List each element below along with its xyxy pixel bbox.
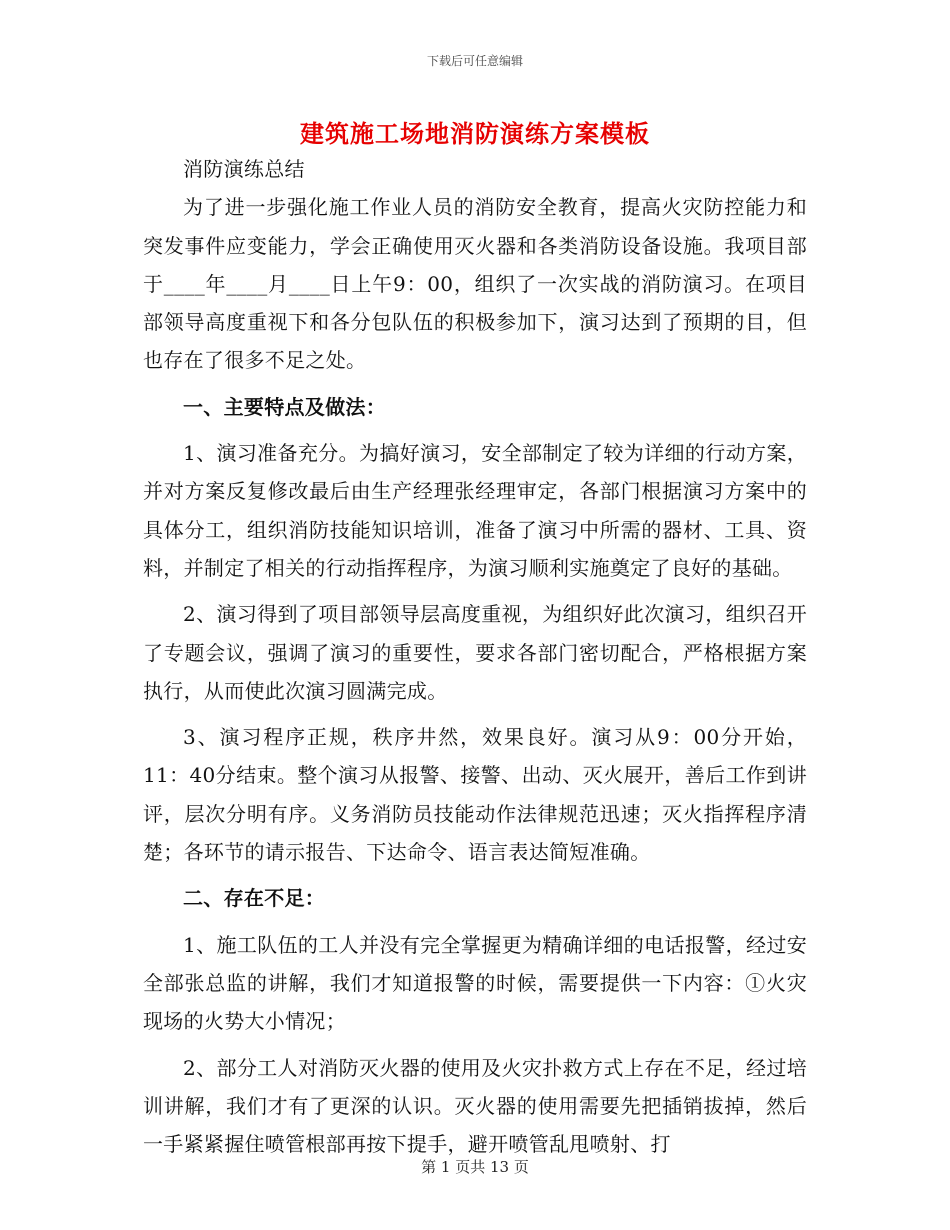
document-title: 建筑施工场地消防演练方案模板: [300, 119, 650, 148]
paragraph-subtitle: 消防演练总结: [183, 157, 305, 181]
section-heading-features: 一、主要特点及做法：: [183, 394, 386, 419]
paragraph-feature-3: 3、演习程序正规，秩序井然，效果良好。演习从9：00分开始，11：40分结束。整个演习从报警、接警、出动、灭火展开，善后工作到讲评，层次分明有序。义务消防员技能动作法律规范迅速；灭火指挥程序清楚；各环节的请示报告、下达命令、语言表达简短准确。: [143, 725, 807, 865]
paragraph-feature-1: 1、演习准备充分。为搞好演习，安全部制定了较为详细的行动方案，并对方案反复修改最后由生产经理张经理审定，各部门根据演习方案中的具体分工，组织消防技能知识培训，准备了演习中所需的器材、工具、资料，并制定了相关的行动指挥程序，为演习顺利实施奠定了良好的基础。: [143, 441, 807, 580]
paragraph-feature-2: 2、演习得到了项目部领导层高度重视，为组织好此次演习，组织召开了专题会议，强调了演习的重要性，要求各部门密切配合，严格根据方案执行，从而使此次演习圆满完成。: [143, 602, 807, 703]
document-body: [143, 150, 807, 1171]
paragraph-shortcoming-1: 1、施工队伍的工人并没有完全掌握更为精确详细的电话报警，经过安全部张总监的讲解，我们才知道报警的时候，需要提供一下内容：①火灾现场的火势大小情况；: [143, 932, 807, 1034]
paragraph-intro: 为了进一步强化施工作业人员的消防安全教育，提高火灾防控能力和突发事件应变能力，学会正确使用灭火器和各类消防设备设施。我项目部于____年____月____日上午9：00，组织了一次实战的消防演习。在项目部领导高度重视下和各分包队伍的积极参加下，演习达到了预期的目，但也存在了很多不足之处。: [143, 195, 807, 373]
page-header-note: 下载后可任意编辑: [426, 54, 523, 68]
paragraph-shortcoming-2: 2、部分工人对消防灭火器的使用及火灾扑救方式上存在不足，经过培训讲解，我们才有了更深的认识。灭火器的使用需要先把插销拔掉，然后一手紧紧握住喷管根部再按下提手，避开喷管乱甩喷射、打: [143, 1055, 807, 1157]
page-footer-number: 第 1 页共 13 页: [421, 1158, 529, 1176]
section-heading-shortcomings: 二、存在不足：: [183, 886, 326, 911]
